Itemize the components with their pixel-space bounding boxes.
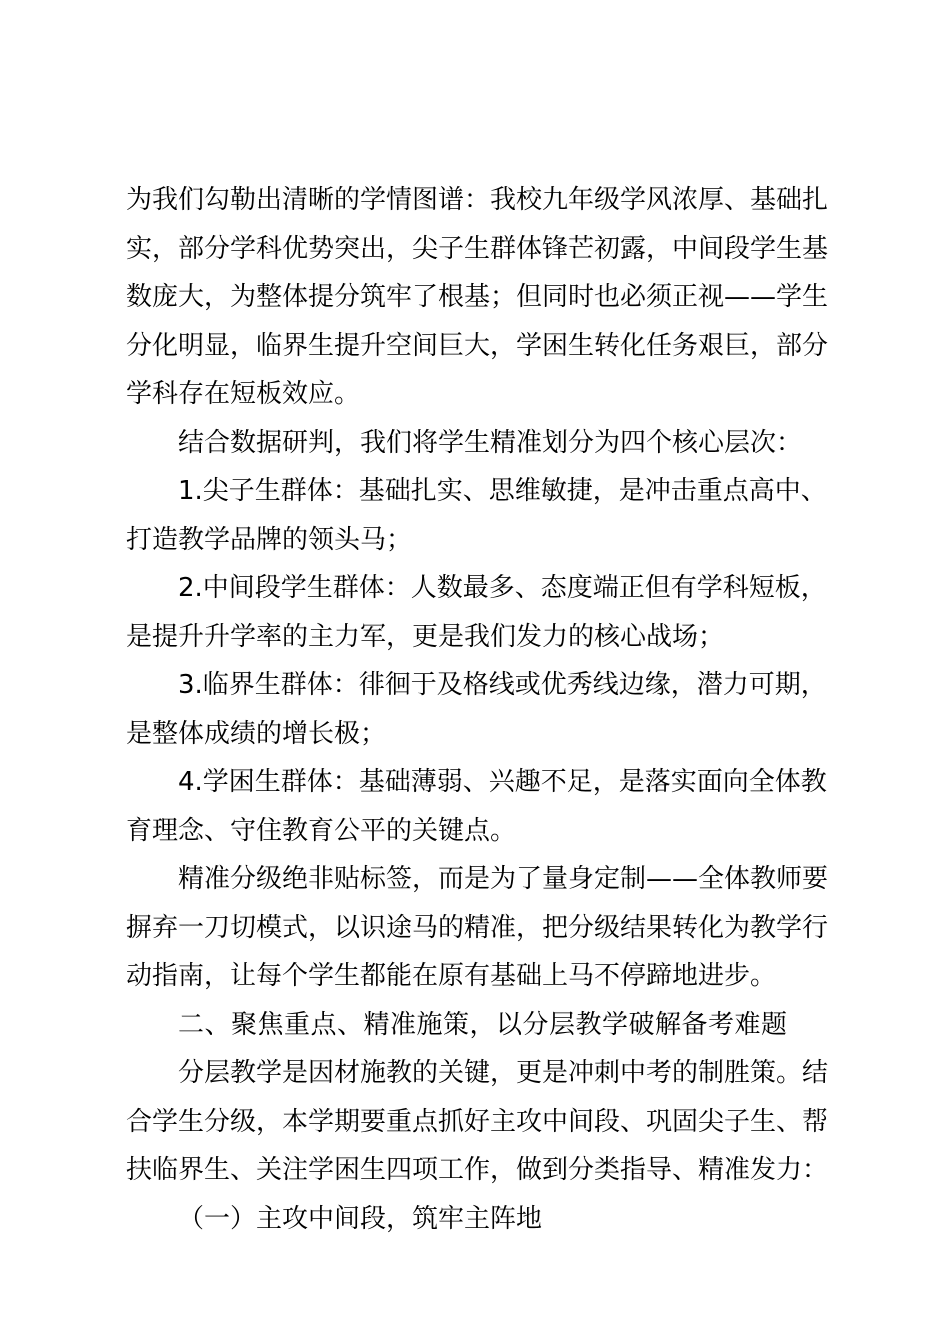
paragraph-line: 动指南，让每个学生都能在原有基础上马不停蹄地进步。 [126, 961, 777, 991]
list-item-line: 2.中间段学生群体：人数最多、态度端正但有学科短板， [178, 573, 827, 603]
document-page [126, 176, 832, 1243]
list-item-line: 3.临界生群体：徘徊于及格线或优秀线边缘，潜力可期， [178, 670, 827, 700]
list-item-line: 4.学困生群体：基础薄弱、兴趣不足，是落实面向全体教 [178, 767, 827, 797]
paragraph-line: 分化明显，临界生提升空间巨大，学困生转化任务艰巨，部分 [126, 330, 829, 361]
subsection-heading: （一）主攻中间段，筑牢主阵地 [178, 1203, 543, 1234]
list-item-line: 打造教学品牌的领头马； [126, 524, 413, 555]
paragraph-line: 结合数据研判，我们将学生精准划分为四个核心层次： [178, 427, 803, 458]
list-item-line: 是提升升学率的主力军，更是我们发力的核心战场； [126, 621, 725, 652]
paragraph-line: 为我们勾勒出清晰的学情图谱：我校九年级学风浓厚、基础扎 [126, 185, 829, 215]
list-item-line: 1.尖子生群体：基础扎实、思维敏捷，是冲击重点高中、 [178, 476, 827, 506]
paragraph-line: 精准分级绝非贴标签，而是为了量身定制——全体教师要 [178, 864, 829, 894]
section-heading: 二、聚焦重点、精准施策，以分层教学破解备考难题 [178, 1009, 788, 1040]
paragraph-line: 数庞大，为整体提分筑牢了根基；但同时也必须正视——学生 [126, 282, 829, 312]
list-item-line: 育理念、守住教育公平的关键点。 [126, 815, 517, 846]
paragraph-line: 摒弃一刀切模式，以识途马的精准，把分级结果转化为教学行 [126, 912, 829, 943]
paragraph-line: 实，部分学科优势突出，尖子生群体锋芒初露，中间段学生基 [126, 233, 829, 264]
paragraph-line: 扶临界生、关注学困生四项工作，做到分类指导、精准发力： [126, 1155, 829, 1185]
paragraph-line: 合学生分级，本学期要重点抓好主攻中间段、巩固尖子生、帮 [126, 1106, 829, 1137]
list-item-line: 是整体成绩的增长极； [126, 718, 387, 749]
paragraph-line: 学科存在短板效应。 [126, 379, 361, 409]
paragraph-line: 分层教学是因材施教的关键，更是冲刺中考的制胜策。结 [178, 1058, 829, 1088]
